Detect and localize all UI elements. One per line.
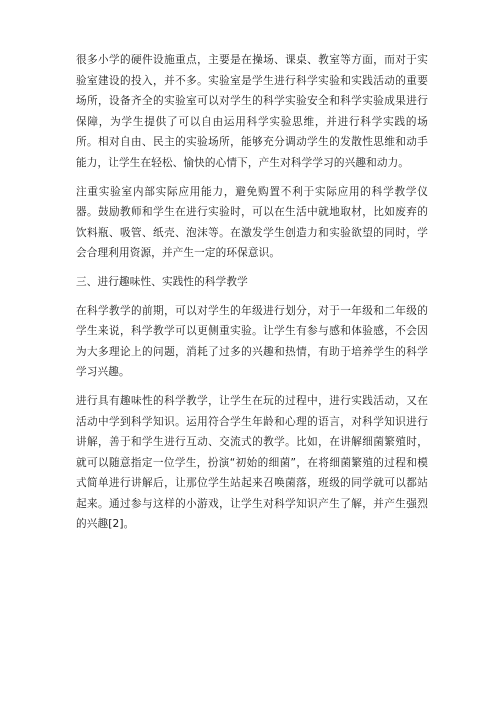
paragraph-fun-teaching: 进行具有趣味性的科学教学，让学生在玩的过程中，进行实践活动，又在活动中学到科学知识。运用符合学生年龄和心理的语言，对科学知识进行讲解，善于和学生进行互动、交流式的教学。比如，在讲解细菌繁殖时，就可以随意指定一位学生，扮演“初始的细菌”，在将细菌繁殖的过程和模式简单进行讲解后，让那位学生站起来召唤菌落，班级的同学就可以都站起来。通过参与这样的小游戏，让学生对科学知识产生了解，并产生强烈的兴趣[2]。: [76, 394, 428, 531]
section-heading: 三、进行趣味性、实践性的科学教学: [76, 275, 248, 288]
paragraph-lab-materials: 注重实验室内部实际应用能力，避免购置不利于实际应用的科学教学仪器。鼓励教师和学生在进行实验时，可以在生活中就地取材，比如废弃的饮料瓶、吸管、纸壳、泡沫等。在激发学生创造力和实验欲望的同时，学会合理利用资源，并产生一定的环保意识。: [76, 185, 428, 260]
document-body: [76, 50, 428, 535]
paragraph-grade-division: 在科学教学的前期，可以对学生的年级进行划分，对于一年级和二年级的学生来说，科学教学可以更侧重实验。让学生有参与感和体验感，不会因为大多理论上的问题，消耗了过多的兴趣和热情，有助于培养学生的科学学习兴趣。: [76, 304, 428, 379]
paragraph-lab-facilities: 很多小学的硬件设施重点，主要是在操场、课桌、教室等方面，而对于实验室建设的投入，并不多。实验室是学生进行科学实验和实践活动的重要场所，设备齐全的实验室可以对学生的科学实验安全和科学实验成果进行保障，为学生提供了可以自由运用科学实验思维，并进行科学实践的场所。相对自由、民主的实验场所，能够充分调动学生的发散性思维和动手能力，让学生在轻松、愉快的心情下，产生对科学学习的兴趣和动力。: [76, 54, 428, 169]
